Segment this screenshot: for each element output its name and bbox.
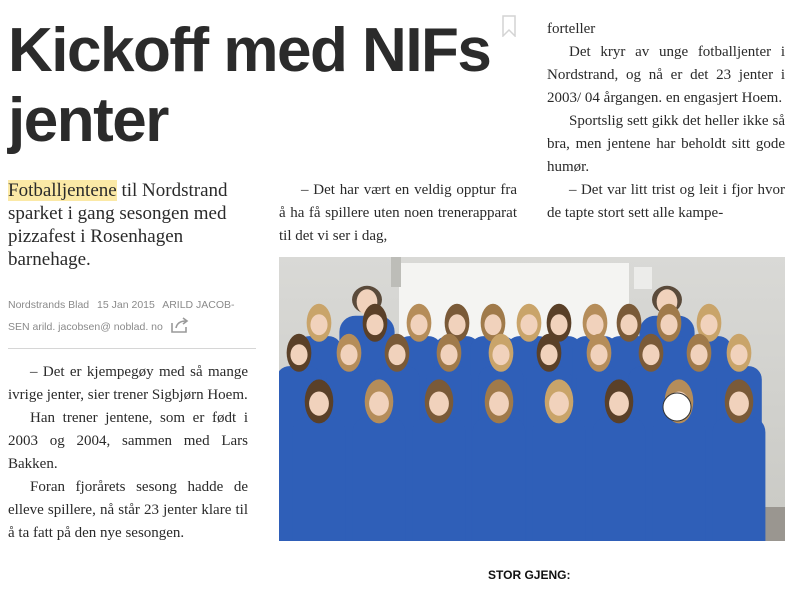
meta-date: 15 Jan 2015 [97, 299, 155, 311]
share-icon[interactable] [170, 317, 190, 333]
lead-text: til Nordstrand sparket i gang sesongen med pizzafest i Rosenhagen barnehage. [8, 180, 228, 270]
person-body [413, 417, 466, 541]
person-body [653, 417, 706, 541]
paragraph: – Det har vært en veldig opptur fra å ha få spillere uten noen trenerapparat til det vi ser i dag, [279, 182, 517, 244]
person-face [540, 344, 557, 365]
person-body [713, 417, 766, 541]
paragraph: Han trener jentene, som er født i 2003 og 2004, sammen med Lars Bakken. [8, 410, 248, 472]
article-column-1 [8, 361, 248, 545]
person-face [620, 314, 637, 335]
photo-caption: STOR GJENG: [488, 568, 571, 582]
person-face [309, 392, 329, 416]
person-face [550, 314, 567, 335]
person-face [729, 392, 749, 416]
paragraph: forteller [547, 21, 596, 37]
person-face [448, 314, 465, 335]
article-lead [8, 179, 258, 271]
person-face [660, 314, 677, 335]
person-face [590, 344, 607, 365]
meta-source: Nordstrands Blad [8, 299, 90, 311]
paragraph: Foran fjorårets sesong hadde de elleve spillere, nå står 23 jenter klare til å ta fatt på den nye sesongen. [8, 479, 248, 541]
person-face [369, 392, 389, 416]
person-body [593, 417, 646, 541]
lead-highlight: Fotballjentene [8, 180, 117, 201]
person-face [489, 392, 509, 416]
paragraph: Det kryr av unge fotballjenter i Nordstrand, og nå er det 23 jenter i 2003/ 04 årgangen. en engasjert Hoem. [547, 44, 785, 106]
person-face [388, 344, 405, 365]
bookmark-icon[interactable] [502, 15, 516, 37]
person-body [293, 417, 346, 541]
meta-author-line1: ARILD JACOB- [162, 299, 235, 311]
person-face [586, 314, 603, 335]
person-face [340, 344, 357, 365]
person-face [609, 392, 629, 416]
article-headline: Kickoff med NIFs jenter [8, 16, 491, 155]
person-face [440, 344, 457, 365]
person-face [690, 344, 707, 365]
person-face [366, 314, 383, 335]
person-body [353, 417, 406, 541]
person-face [310, 314, 327, 335]
person-face [642, 344, 659, 365]
person-body [533, 417, 586, 541]
person-face [700, 314, 717, 335]
paragraph: Sportslig sett gikk det heller ikke så bra, men jentene har beholdt sitt gode humør. [547, 113, 785, 175]
person-face [484, 314, 501, 335]
team-photo [279, 257, 785, 541]
person-face [410, 314, 427, 335]
person-face [290, 344, 307, 365]
person-body [473, 417, 526, 541]
person-face [730, 344, 747, 365]
team-photo-illustration [279, 257, 785, 541]
paragraph: – Det er kjempegøy med så mange ivrige jenter, sier trener Sigbjørn Hoem. [8, 364, 248, 403]
article-meta [8, 294, 256, 349]
person-face [549, 392, 569, 416]
paragraph: – Det var litt trist og leit i fjor hvor de tapte stort sett alle kampe- [547, 182, 785, 221]
football [663, 393, 691, 421]
meta-author-line2: SEN arild. jacobsen@ noblad. no [8, 321, 163, 333]
article-column-2 [279, 179, 517, 248]
person-face [492, 344, 509, 365]
person-face [429, 392, 449, 416]
person-face [520, 314, 537, 335]
article-column-3 [547, 18, 785, 225]
